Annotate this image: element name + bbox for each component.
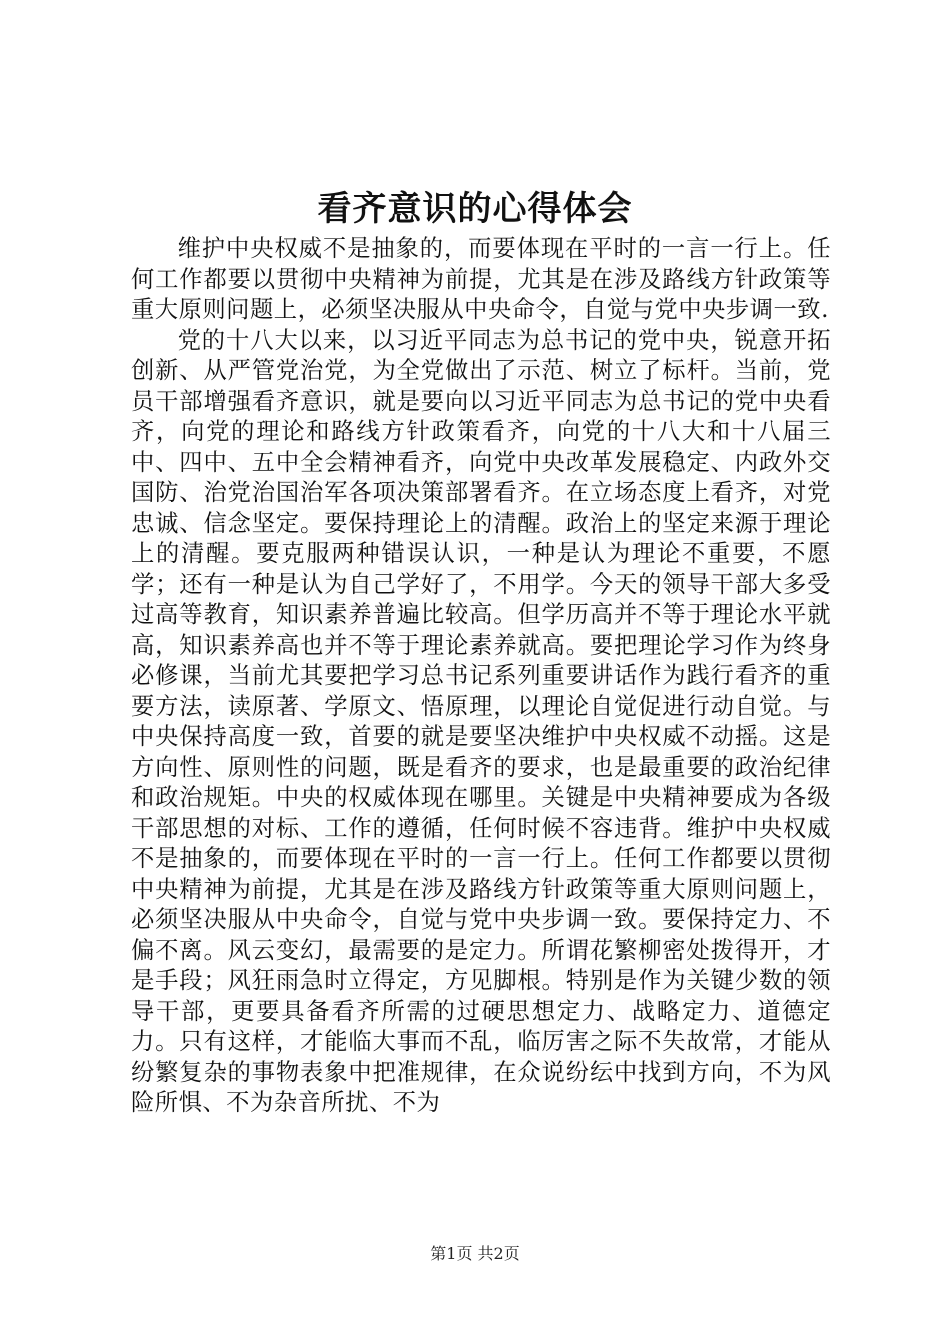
- paragraph-1: 维护中央权威不是抽象的，而要体现在平时的一言一行上。任何工作都要以贯彻中央精神为前提，尤其是在涉及路线方针政策等重大原则问题上，必须坚决服从中央命令，自觉与党中央步调一致.: [131, 235, 831, 323]
- paragraph-2: 党的十八大以来，以习近平同志为总书记的党中央，锐意开拓创新、从严管党治党，为全党做出了示范、树立了标杆。当前，党员干部增强看齐意识，就是要向以习近平同志为总书记的党中央看齐，向党的理论和路线方针政策看齐，向党的十八大和十八届三中、四中、五中全会精神看齐，向党中央改革发展稳定、内政外交国防、治党治国治军各项决策部署看齐。在立场态度上看齐，对党忠诚、信念坚定。要保持理论上的清醒。政治上的坚定来源于理论上的清醒。要克服两种错误认识，一种是认为理论不重要，不愿学；还有一种是认为自己学好了，不用学。今天的领导干部大多受过高等教育，知识素养普遍比较高。但学历高并不等于理论水平就高，知识素养高也并不等于理论素养就高。要把理论学习作为终身必修课，当前尤其要把学习总书记系列重要讲话作为践行看齐的重要方法，读原著、学原文、悟原理，以理论自觉促进行动自觉。与中央保持高度一致，首要的就是要坚决维护中央权威不动摇。这是方向性、原则性的问题，既是看齐的要求，也是最重要的政治纪律和政治规矩。中央的权威体现在哪里。关键是中央精神要成为各级干部思想的对标、工作的遵循，任何时候不容违背。维护中央权威不是抽象的，而要体现在平时的一言一行上。任何工作都要以贯彻中央精神为前提，尤其是在涉及路线方针政策等重大原则问题上，必须坚决服从中央命令，自觉与党中央步调一致。要保持定力、不偏不离。风云变幻，最需要的是定力。所谓花繁柳密处拨得开，才是手段；风狂雨急时立得定，方见脚根。特别是作为关键少数的领导干部，更要具备看齐所需的过硬思想定力、战略定力、道德定力。只有这样，才能临大事而不乱，临厉害之际不失故常，才能从纷繁复杂的事物表象中把准规律，在众说纷纭中找到方向，不为风险所惧、不为杂音所扰、不为: [131, 326, 831, 1116]
- page-number-footer: 第1页 共2页: [430, 1244, 520, 1263]
- document-title: 看齐意识的心得体会: [317, 189, 633, 229]
- document-body: [131, 234, 831, 1119]
